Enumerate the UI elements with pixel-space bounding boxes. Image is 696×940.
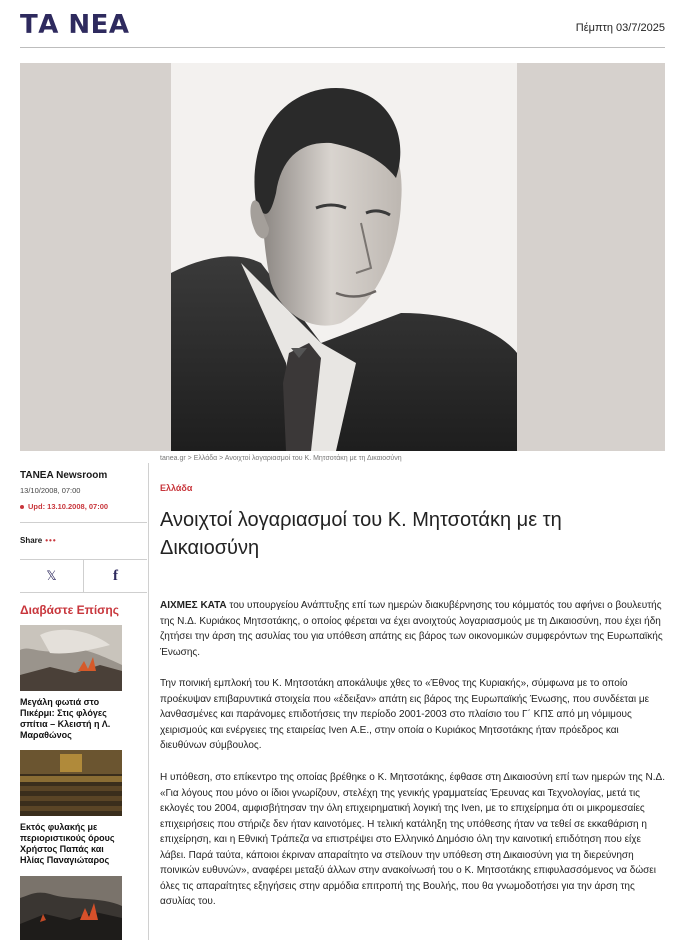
site-logo[interactable]: ΤΑ ΝΕΑ bbox=[20, 10, 130, 40]
article-paragraph-3 bbox=[160, 770, 665, 910]
article-paragraph-2-text: Την ποινική εμπλοκή του Κ. Μητσοτάκη αποκάλυψε χθες το «Έθνος της Κυριακής», σύμφωνα με το οποίο προέκυψαν επιβαρυντικά στοιχεία που «έδειξαν» απάτη εις βάρος της Ευρωπαϊκής Ένωσης, που συνδέεται με λανθασμένες και παράνομες επιδοτήσεις την περίοδο 2001-2003 στο πλαίσιο του Γ΄ ΚΠΣ από μη νόμιμους χειρισμούς και ενέργειες της εταιρείας Iven Α.Ε., στην οποία ο Κυριάκος Μητσοτάκης ήταν πρόεδρος και διευθύνων σύμβουλος. bbox=[160, 678, 650, 751]
share-x-button[interactable]: 𝕏 bbox=[20, 560, 84, 592]
column-divider bbox=[148, 463, 149, 940]
author-name[interactable]: TANEA Newsroom bbox=[20, 470, 108, 481]
article-title: Ανοιχτοί λογαριασμοί του Κ. Μητσοτάκη με τη Δικαιοσύνη bbox=[160, 509, 562, 559]
current-date: Πέμπτη 03/7/2025 bbox=[575, 22, 665, 34]
courtroom-image bbox=[20, 750, 122, 816]
portrait-photo bbox=[171, 63, 517, 451]
article-paragraph-1-text: του υπουργείου Ανάπτυξης επί των ημερών διακυβέρνησης του κόμματός του αφήνει ο βουλευτής της Ν.Δ. Κυριάκος Μητσοτάκης, ο οποίος φέρεται να έχει ανοιχτούς λογαριασμούς με τη Δικαιοσύνη, που έχει ήδη ζητήσει την άρση της ασυλίας του για υπόθεση απάτης εις βάρος των οικονομικών συμφερόντων της Ευρωπαϊκής Ένωσης. bbox=[160, 600, 663, 658]
share-label bbox=[20, 536, 57, 545]
wildfire-image bbox=[20, 625, 122, 691]
also-read-thumb-1[interactable] bbox=[20, 625, 122, 691]
article-category[interactable]: Ελλάδα bbox=[160, 483, 193, 493]
header-divider bbox=[20, 47, 665, 48]
also-read-link-1[interactable]: Μεγάλη φωτιά στο Πικέρμι: Στις φλόγες σπίτια – Κλειστή η Λ. Μαραθώνος bbox=[20, 697, 111, 740]
portrait-illustration bbox=[171, 63, 517, 451]
article-paragraph-3-text: Η υπόθεση, στο επίκεντρο της οποίας βρέθηκε ο Κ. Μητσοτάκης, έφθασε στη Δικαιοσύνη επί των ημερών της Ν.Δ. «Για λόγους που μόνο οι ίδιοι γνωρίζουν, στελέχη της γενικής γραμματείας Έρευνας και Τεχνολογίας, μετά τις εκλογές του 2004, αμφισβήτησαν την όλη επιχειρηματική λογική της Iven, με το επιχείρημα ότι οι μικρομεσαίες επιχειρήσεις που στήριζε δεν ήταν καινοτόμες. Η τελική κατάληξη της υπόθεσης ήταν να τεθεί σε εκκαθάριση η επιχείρηση, και η Εθνική Τράπεζα να επιστρέψει στο Ελληνικό Δημόσιο όλη την καινοτική επιδότηση που είχε λάβει. Παρά ταύτα, κάποιοι έκριναν απαραίτητο να στείλουν την υπόθεση στη Δικαιοσύνη για τη διερεύνηση ποινικών ευθυνών», αναφέρει μεταξύ άλλων στην ανακοίνωσή του ο Κ. Μητσοτάκης επιφυλασσόμενος να δώσει όλες τις απαραίτητες εξηγήσεις στην αρμόδια επιτροπή της Βουλής, που θα γνωμοδοτήσει για την άρση της ασυλίας του. bbox=[160, 772, 665, 907]
share-more-icon[interactable]: ••• bbox=[45, 536, 57, 545]
share-facebook-button[interactable]: f bbox=[113, 567, 118, 584]
share-label-text: Share bbox=[20, 536, 43, 545]
article-paragraph-1 bbox=[160, 598, 665, 660]
published-date: 13/10/2008, 07:00 bbox=[20, 486, 81, 495]
also-read-thumb-3[interactable] bbox=[20, 876, 122, 940]
updated-date bbox=[20, 502, 108, 511]
hero-image bbox=[20, 63, 665, 451]
breadcrumb[interactable]: tanea.gr > Ελλάδα > Ανοιχτοί λογαριασμοί του Κ. Μητσοτάκη με τη Δικαιοσύνη bbox=[160, 455, 402, 462]
article-paragraph-2 bbox=[160, 676, 665, 754]
also-read-thumb-2[interactable] bbox=[20, 750, 122, 816]
also-read-heading: Διαβάστε Επίσης bbox=[20, 603, 119, 617]
fire-night-image bbox=[20, 876, 122, 940]
updated-date-text: Upd: 13.10.2008, 07:00 bbox=[28, 502, 109, 511]
sidebar-divider bbox=[20, 522, 147, 523]
update-dot-icon bbox=[20, 505, 24, 509]
article-lead: ΑΙΧΜΕΣ ΚΑΤΑ bbox=[160, 600, 227, 611]
social-share-row bbox=[20, 559, 147, 593]
also-read-link-2[interactable]: Εκτός φυλακής με περιοριστικούς όρους Χρήστος Παπάς και Ηλίας Παναγιώταρος bbox=[20, 822, 115, 865]
